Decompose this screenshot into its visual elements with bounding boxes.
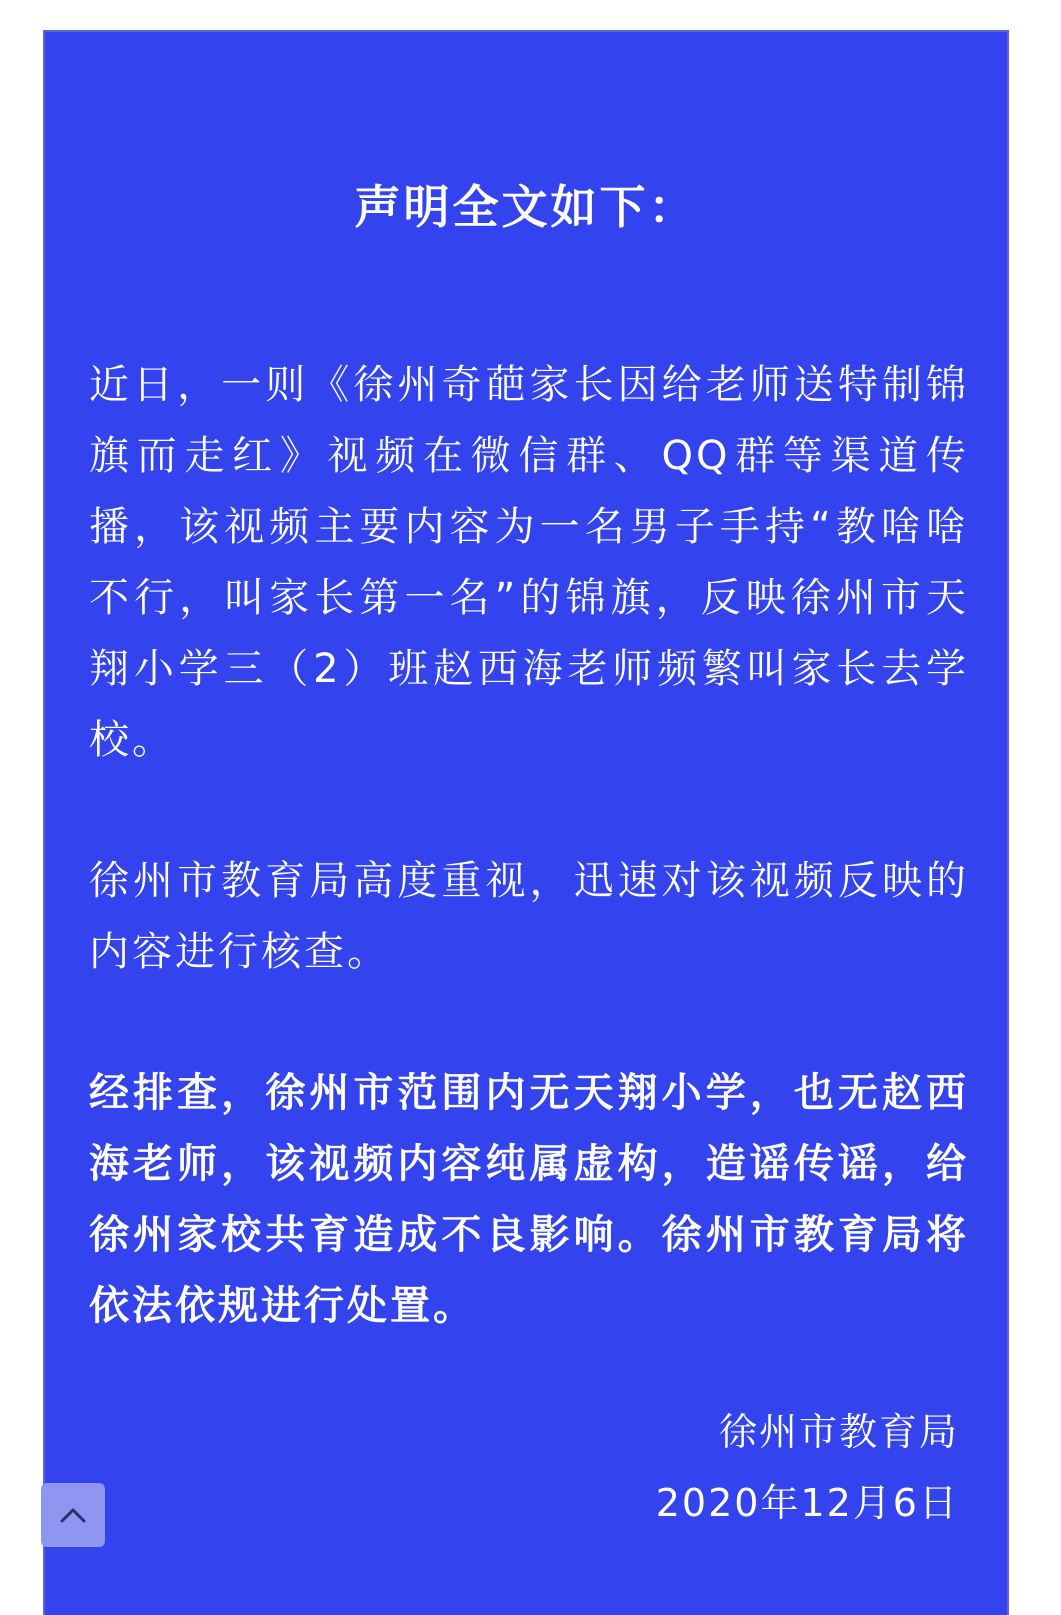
statement-paragraph-3: 经排查，徐州市范围内无天翔小学，也无赵西海老师，该视频内容纯属虚构，造谣传谣，给徐州家校共育造成不良影响。徐州市教育局将依法依规进行处置。 [89,1070,969,1329]
back-to-top-button[interactable] [41,1483,105,1547]
signature-date: 2020年12月6日 [655,1481,959,1525]
statement-heading: 声明全文如下： [354,180,698,234]
statement-paragraph-2: 徐州市教育局高度重视，迅速对该视频反映的内容进行核查。 [89,858,969,975]
statement-panel [43,30,1009,1615]
signature-organization: 徐州市教育局 [718,1410,959,1454]
statement-paragraph-1: 近日，一则《徐州奇葩家长因给老师送特制锦旗而走红》视频在微信群、QQ群等渠道传播，该视频主要内容为一名男子手持“教啥啥不行，叫家长第一名”的锦旗，反映徐州市天翔小学三（2）班赵西海老师频繁叫家长去学校。 [89,362,969,763]
chevron-up-icon [59,1506,87,1524]
